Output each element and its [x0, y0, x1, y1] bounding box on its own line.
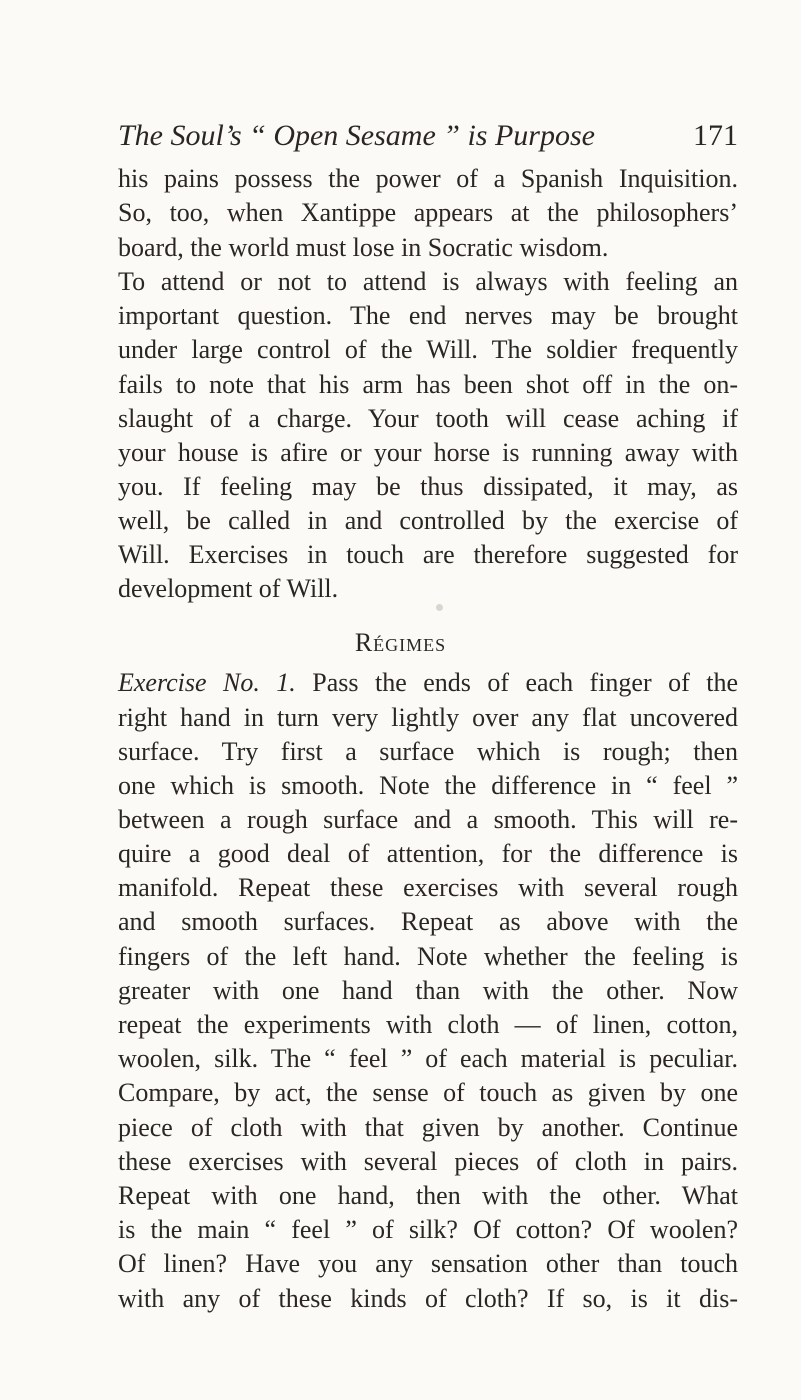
text-line: manifold. Repeat these exercises with several rough	[118, 873, 738, 902]
running-header	[118, 116, 738, 156]
text-line: So, too, when Xantippe appears at the philosophers’	[118, 198, 738, 227]
text-line: his pains possess the power of a Spanish Inquisition.	[118, 164, 738, 193]
text-line: Will. Exercises in touch are therefore suggested for	[118, 540, 738, 569]
text-line: repeat the experiments with cloth — of linen, cotton,	[118, 1010, 738, 1039]
ornament-dot	[436, 604, 443, 611]
text-line: you. If feeling may be thus dissipated, it may, as	[118, 472, 738, 501]
exercise-first-line-text: Pass the ends of each finger of the	[312, 668, 738, 697]
text-line: quire a good deal of attention, for the difference is	[118, 839, 738, 868]
text-line: surface. Try first a surface which is rough; then	[118, 737, 738, 766]
section-heading: Régimes	[354, 628, 447, 657]
text-line: Repeat with one hand, then with the other. What	[118, 1181, 738, 1210]
text-line: woolen, silk. The “ feel ” of each material is peculiar.	[118, 1044, 738, 1073]
text-line: and smooth surfaces. Repeat as above with the	[118, 907, 738, 936]
exercise-first-line	[118, 666, 738, 700]
text-line: one which is smooth. Note the difference in “ feel ”	[118, 771, 738, 800]
text-line: piece of cloth with that given by another. Continue	[118, 1113, 738, 1142]
text-line: right hand in turn very lightly over any flat uncovered	[118, 703, 738, 732]
exercise-label: Exercise No. 1.	[118, 668, 296, 697]
text-line: Of linen? Have you any sensation other than touch	[118, 1249, 738, 1278]
text-line: fingers of the left hand. Note whether the feeling is	[118, 942, 738, 971]
text-line: board, the world must lose in Socratic wisdom.	[118, 233, 609, 262]
text-line: greater with one hand than with the other. Now	[118, 976, 738, 1005]
text-line: your house is afire or your horse is running away with	[118, 438, 738, 467]
text-line: well, be called in and controlled by the exercise of	[118, 506, 738, 535]
page-number: 171	[693, 119, 738, 152]
text-line: To attend or not to attend is always with feeling an	[118, 267, 738, 296]
text-line: under large control of the Will. The soldier frequently	[118, 335, 738, 364]
text-line: Compare, by act, the sense of touch as given by one	[118, 1078, 738, 1107]
text-line: with any of these kinds of cloth? If so, is it dis-	[118, 1284, 738, 1313]
text-line: between a rough surface and a smooth. This will re-	[118, 805, 738, 834]
text-line: these exercises with several pieces of cloth in pairs.	[118, 1147, 738, 1176]
text-line: slaught of a charge. Your tooth will cease aching if	[118, 404, 738, 433]
text-line: fails to note that his arm has been shot off in the on-	[118, 370, 738, 399]
text-line: is the main “ feel ” of silk? Of cotton? Of woolen?	[118, 1215, 738, 1244]
running-title: The Soul’s “ Open Sesame ” is Purpose	[118, 119, 595, 152]
text-line: important question. The end nerves may be brought	[118, 301, 738, 330]
text-line: development of Will.	[118, 574, 339, 603]
